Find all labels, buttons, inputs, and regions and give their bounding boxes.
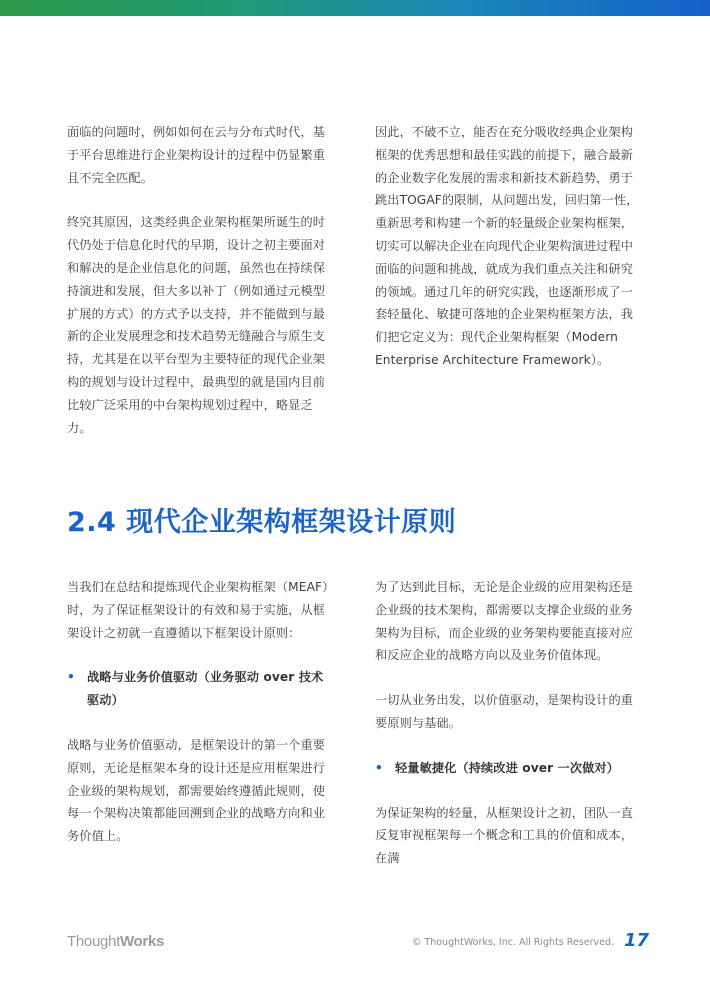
left-column-bottom [67,576,335,870]
paragraph: 为了达到此目标，无论是企业级的应用架构还是企业级的技术架构，都需要以支撑企业级的业务架构为目标，而企业级的业务架构要能直接对应和反应企业的战略方向以及业务价值体现。 [375,580,634,663]
bullet-title: 轻量敏捷化（持续改进 over 一次做对） [395,760,619,775]
paragraph: 因此，不破不立，能否在充分吸收经典企业架构框架的优秀思想和最佳实践的前提下，融合最新的企业数字化发展的需求和新技术新趋势，勇于跳出TOGAF的限制，从问题出发，回归第一性，重新思考和构建一个新的轻量级企业架构框架，切实可以解决企业在向现代企业架构演进过程中面临的问题和挑战，就成为我们重点关注和研究的领域。通过几年的研究实践，也逐渐形成了一套轻量化、敏捷可落地的企业架构框架方法，我们把它定义为：现代企业架构框架（Modern Enterprise Architecture Framework）。 [375,125,639,367]
paragraph: 终究其原因，这类经典企业架构框架所诞生的时代仍处于信息化时代的早期，设计之初主要面对和解决的是企业信息化的问题，虽然也在持续保持演进和发展，但大多以补丁（例如通过元模型扩展的方式）的方式予以支持，并不能做到与最新的企业发展理念和技术趋势无缝融合与原生支持，尤其是在以平台型为主要特征的现代企业架构的规划与设计过程中，最典型的就是国内目前比较广泛采用的中台架构规划过程中，略显乏力。 [67,215,326,435]
paragraph: 一切从业务出发，以价值驱动，是架构设计的重要原则与基础。 [375,693,634,730]
section-heading: 2.4 现代企业架构框架设计原则 [67,507,457,538]
thoughtworks-logo [67,933,164,950]
copyright-text: © ThoughtWorks, Inc. All Rights Reserved. [411,937,614,948]
principle-bullet [375,757,643,780]
bullet-title: 战略与业务价值驱动（业务驱动 over 技术驱动） [87,670,324,708]
bullet-icon: • [67,670,75,685]
paragraph: 面临的问题时，例如如何在云与分布式时代，基于平台思维进行企业架构设计的过程中仍显繁重且不完全匹配。 [67,125,326,185]
left-column-top [67,121,335,461]
paragraph: 当我们在总结和提炼现代企业架构框架（MEAF）时，为了保证框架设计的有效和易于实施，从框架设计之初就一直遵循以下框架设计原则： [67,580,335,640]
right-column-top [375,121,643,394]
principle-bullet [67,666,335,712]
page-number: 17 [624,930,650,951]
paragraph: 战略与业务价值驱动，是框架设计的第一个重要原则，无论是框架本身的设计还是应用框架进行企业级的架构规划，都需要始终遵循此规则，使每一个架构决策都能回溯到企业的战略方向和业务价值上。 [67,737,326,844]
bullet-icon: • [375,760,383,775]
logo-part-works: Works [119,933,165,950]
logo-part-thought: Thought [67,933,120,950]
right-column-bottom [375,576,643,892]
top-gradient-bar [0,0,710,16]
paragraph: 为保证架构的轻量，从框架设计之初，团队一直反复审视框架每一个概念和工具的价值和成本，在满 [375,805,634,866]
